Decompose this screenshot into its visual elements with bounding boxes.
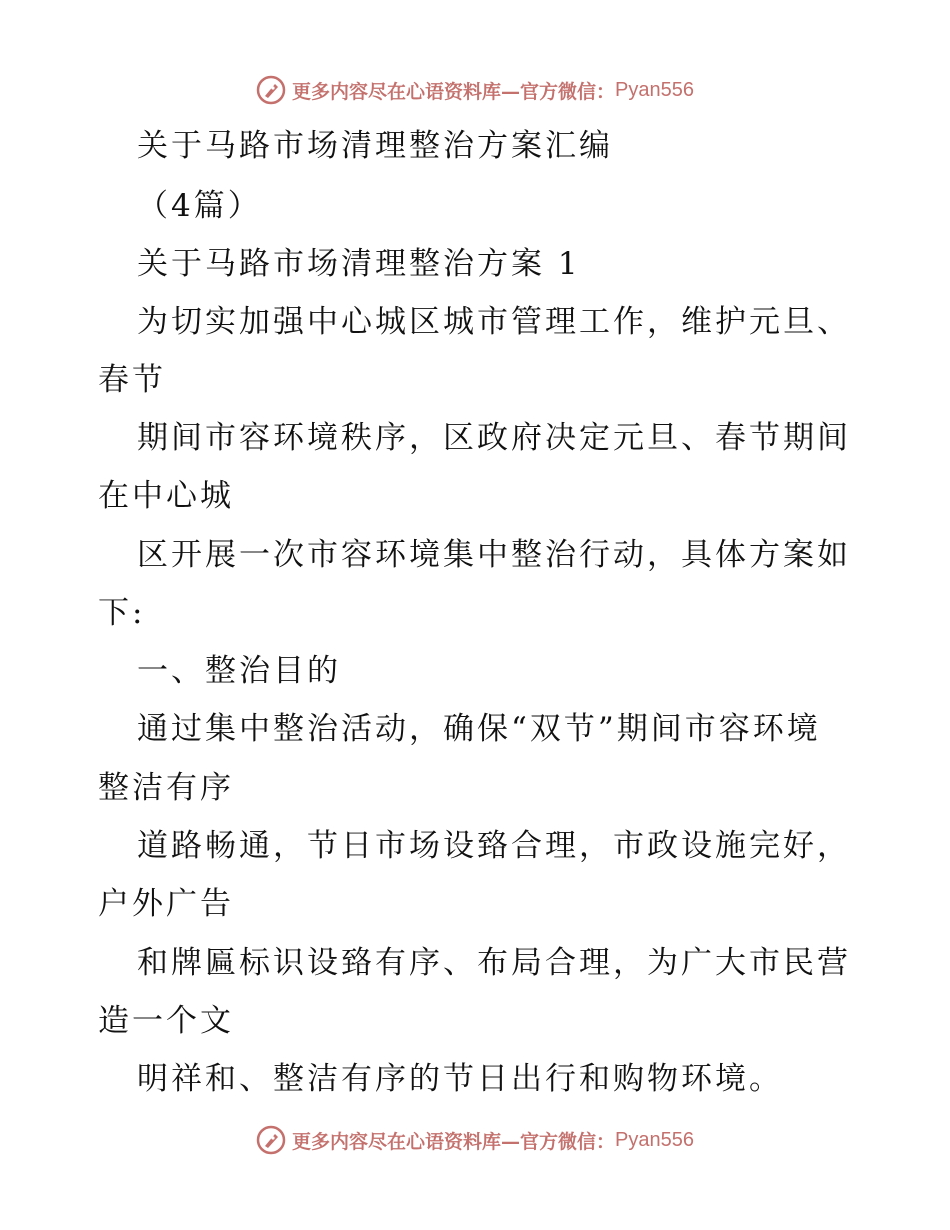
paragraph-line: 春节 <box>98 362 166 398</box>
paragraph-line: 在中心城 <box>98 478 234 514</box>
document-title: 关于马路市场清理整治方案汇编 <box>137 128 613 164</box>
watermark-wechat-id: Pyan556 <box>615 1128 694 1151</box>
pen-nib-logo-icon <box>256 75 286 105</box>
paragraph-line: 为切实加强中心城区城市管理工作，维护元旦、 <box>137 304 851 340</box>
watermark-text: 更多内容尽在心语资料库—官方微信： <box>292 80 616 103</box>
watermark-wechat-id: Pyan556 <box>615 78 694 101</box>
paragraph-line: 道路畅通，节日市场设臵合理，市政设施完好， <box>137 828 851 864</box>
document-title-count: （4篇） <box>137 188 262 224</box>
paragraph-line: 和牌匾标识设臵有序、布局合理，为广大市民营 <box>137 945 851 981</box>
paragraph-line: 整洁有序 <box>98 770 234 806</box>
paragraph-line: 造一个文 <box>98 1003 234 1039</box>
watermark-banner-bottom <box>0 1120 950 1160</box>
watermark-text: 更多内容尽在心语资料库—官方微信： <box>292 1130 616 1153</box>
subheading: 一、整治目的 <box>137 653 341 689</box>
paragraph-line: 明祥和、整洁有序的节日出行和购物环境。 <box>137 1061 783 1097</box>
paragraph-line: 通过集中整治活动，确保“双节”期间市容环境 <box>137 711 821 747</box>
pen-nib-logo-icon <box>256 1125 286 1155</box>
paragraph-line: 期间市容环境秩序，区政府决定元旦、春节期间 <box>137 420 851 456</box>
paragraph-line: 区开展一次市容环境集中整治行动，具体方案如 <box>137 537 851 573</box>
watermark-banner-top <box>0 70 950 110</box>
paragraph-line: 户外广告 <box>98 886 234 922</box>
section-heading: 关于马路市场清理整治方案 1 <box>137 246 581 282</box>
paragraph-line: 下: <box>98 595 146 631</box>
